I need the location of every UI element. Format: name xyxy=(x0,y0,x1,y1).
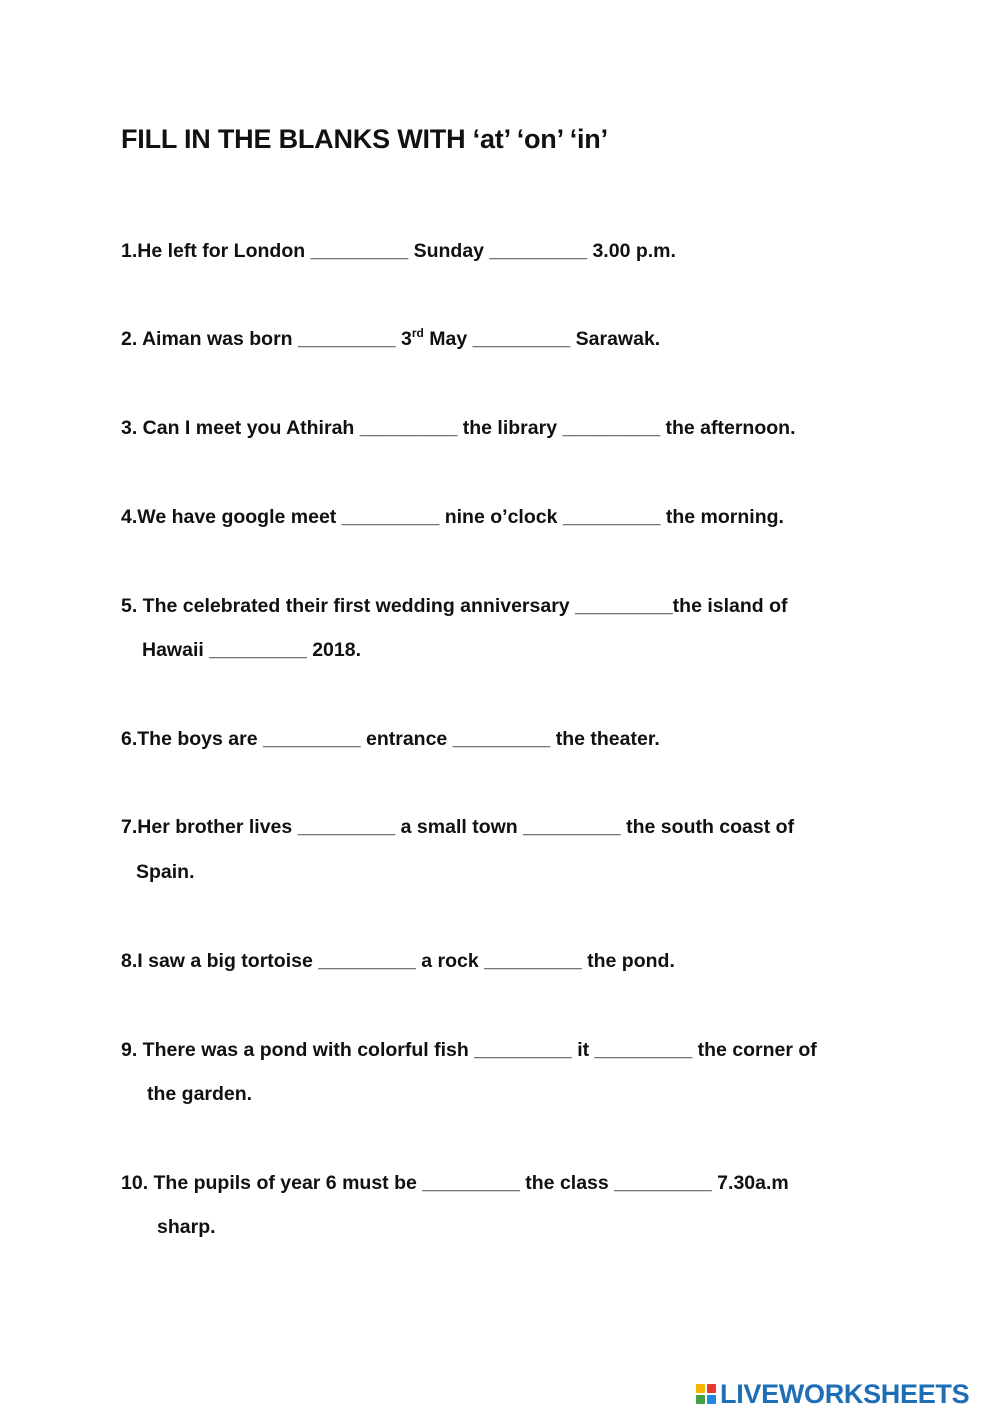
worksheet-title: FILL IN THE BLANKS WITH ‘at’ ‘on’ ‘in’ xyxy=(121,124,608,154)
question-1: 1.He left for London _________ Sunday _________ 3.00 p.m. xyxy=(121,240,676,262)
liveworksheets-logo xyxy=(696,1378,969,1410)
question-2 xyxy=(121,327,660,351)
question-9-line-1: 9. There was a pond with colorful fish _________ it _________ the corner of xyxy=(121,1039,817,1061)
logo-square-blue xyxy=(707,1395,716,1404)
question-2-part-1: 2. Aiman was born _________ 3 xyxy=(121,328,412,350)
question-5-line-2: Hawaii _________ 2018. xyxy=(142,639,362,661)
question-10-line-1: 10. The pupils of year 6 must be _________ the class _________ 7.30a.m xyxy=(121,1172,789,1194)
logo-square-green xyxy=(696,1395,705,1404)
question-7-line-2: Spain. xyxy=(136,861,195,883)
question-6: 6.The boys are _________ entrance _________ the theater. xyxy=(121,728,660,750)
ordinal-suffix: rd xyxy=(411,326,424,340)
question-10-line-2: sharp. xyxy=(157,1216,216,1238)
question-2-part-2: May _________ Sarawak. xyxy=(423,328,661,350)
question-3: 3. Can I meet you Athirah _________ the library _________ the afternoon. xyxy=(121,417,796,439)
logo-square-red xyxy=(707,1384,716,1393)
liveworksheets-logo-icon xyxy=(696,1384,716,1404)
brand-name: LIVEWORKSHEETS xyxy=(720,1378,970,1409)
question-4: 4.We have google meet _________ nine o’clock _________ the morning. xyxy=(121,506,784,528)
logo-square-yellow xyxy=(696,1384,705,1393)
question-9-line-2: the garden. xyxy=(147,1083,253,1105)
question-7-line-1: 7.Her brother lives _________ a small town _________ the south coast of xyxy=(121,816,795,838)
question-5-line-1: 5. The celebrated their first wedding anniversary _________the island of xyxy=(121,595,788,617)
question-8: 8.I saw a big tortoise _________ a rock _________ the pond. xyxy=(121,950,675,972)
